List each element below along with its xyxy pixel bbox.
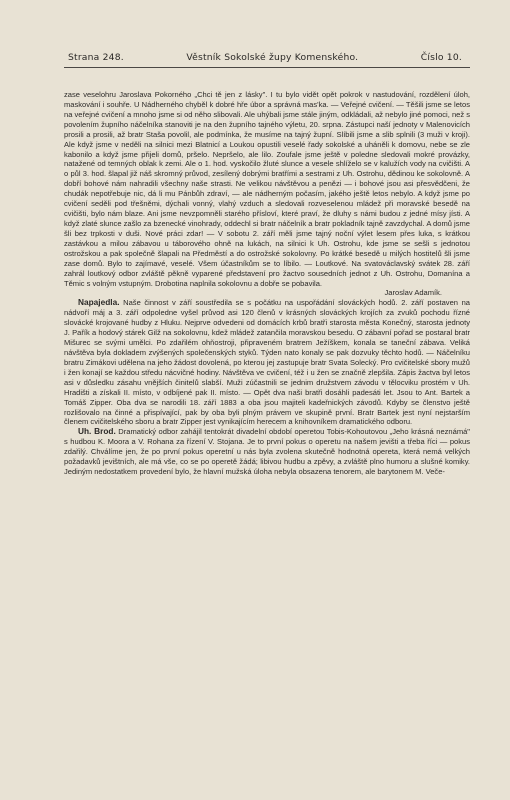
article-text: Naše činnost v září soustředila se s počátku na uspořádání slováckých hodů. 2. září postaven na nádvoří máj a 3. září odpoledne vyšel průvod asi 120 členů v krásných slováckých krojích za zvuků pochodu řízné slovácké krojované hudby z Hluku. Nejprve odvedeni od domácích krbů bratři starosta města Konečný, starosta jednoty J. Pařík a hodový stárek Gilž na sokolovnu, kdež mládež zatančila moravskou besedu. O zábavní pořad se postaral bratr Mišurec se svými umělci. Po zdařilém ohňostroji, připraveném bratrem Ježíškem, konala se taneční zábava. Veliká návštěva byla dokladem zvýšených společenských styků. Týden nato konaly se pak dozvuky těchto hodů. — Náčelníku bratru Zimákovi udělena na jeho žádost dovolená, po kterou jej zastupuje bratr Svata Solecký. Pro cvičitelské sbory mužů i žen konají se každou středu nácvičné hodiny. Návštěva ve cvičení, též i u žen se značně zlepšila. Zápis žactva byl letos asi v důsledku zásahu vnějších činitelů slabší. Muži zúčastnili se jednim družstvem závodu v tělocviku prostém v Uh. Hradišti a získali II. místo, v odbíjené pak II. místo. — Opět dva naši bratři dosáhli padesáti let. Jsou to Ant. Bartek a Tomáš Zipper. Oba dva se narodili 18. září 1883 a oba jsou majiteli kadeřnických závodů. Kdyby se členstvo ještě rozlišovalo na činné a přispívající, pak by oba byli plným právem ve skupině první. Bratr Bartek jest nyní nejstarším členem cvičitelského sboru a bratr Zipper jest vynikajícím herecem a knihovníkem dramatického odboru.	[64, 298, 470, 427]
article-paragraph	[64, 427, 470, 477]
place-heading: Uh. Brod.	[78, 426, 116, 437]
page-header	[64, 52, 470, 68]
issue-number: Číslo 10.	[420, 52, 462, 63]
article-paragraph	[64, 298, 470, 427]
article-body	[64, 90, 470, 477]
article-signature: Jaroslav Adamík.	[384, 288, 442, 298]
place-heading: Napajedla.	[78, 297, 120, 308]
article-text: Dramatický odbor zahájil tentokrát divadelní období operetou Tobis-Kohoutovou „Jeho krásná neznámá" s hudbou K. Moora a V. Rohana za řízení V. Stojana. Je to první pokus o operetu na našem jevišti a třeba říci — pokus zdařilý. Chválíme jen, že po první pokus operetní u nás byla zvolena skutečně hodnotná opereta, která nemá velkých požadavků jevištních, ale má vše, co se po operetě žádá; libivou hudbu a zpěvy, a zvláště plno humoru a slušné komiky. Jediným nedostatkem provedení bylo, že hlavní mužská úloha nebyla obsazena tenorem, ale barytonem M. Veče-	[64, 427, 470, 477]
article-paragraph: zase veselohru Jaroslava Pokorného „Chci tě jen z lásky". I tu bylo vidět opět pokrok v nastudování, rozdělení úloh, maskování i souhře. U Nádherného chyběl k dobré hře úbor a správná mas'ka. — Veřejné cvičení. — Těšili jsme se letos na veřejné cvičení a mnoho jsme si od něho slibovali. Ale uhýbali jsme stále jiným, odkládali, až nebylo jiné pomoci, než s povolením župního náčelníka stanoviti je na den župního tajného výletu, 20. srpna. Zástupci naší jednoty v Malenovicích prosili a prosili, až bratr Staša povolil, ale podmínka, že musíme na tajný župní. Slíbili jsme a slib splnili (3 muži v kroji). Ale když jsme v neděli na silnici mezi Blatnicí a Loukou opustili veselé řady sokolské a uháněli k domovu, nebe se zle kabonilo a když jsme přijeli domů, pršelo. Nepršelo, ale lilo. Zoufale jsme ještě v poledne sledovali mokré provázky, natažené od temných oblak k zemi. Ale o 1. hod. vyskočilo žluté slunce a vesele shlíželo se v kalužích vody na cvičišti. A o půl 3. hod. šlapal již náš skromný průvod, zesílený dobrými bratřími a sestrami z Uh. Ostrohu, dědinou ke sokolovně. A dobří bohové nám nahradili všechny naše strasti. Ne velikou návštěvou a penězi — i bohové jsou asi přesvědčeni, že chudák nepotřebuje nic, dá li mu Pánbůh zdraví, — ale nádherným počasím, jakého ještě letos nebylo. A když jsme po cvičení seděli pod třešněmi, dýchali vonný, vlahý vzduch a sledovali rozveselenou mládež při moravské besedě na cvičišti, bylo nám blaze. Ani jsme nevzpomněli starého přísloví, které praví, že dluhy s námi budou z jedné mísy jísti. A když zlaté slunce zašlo za bzenecké vinohrady, oddechl si bratr náčelník a bratr pokladník tajně zavzdychal. A domů jsme šli bez trpkosti v duši. Nové práci zdar! — V sobotu 2. září měli jsme tajný noční výlet lesem přes luka, s krátkou zastávkou a milou zábavou u táborového ohně na lukách, na silnici k Uh. Ostrohu, kde jsme se sešli s jednotou ostrožskou a pak společně šlapali na Předměstí a do ostrožské sokolovny. Po krátké besedě u milých hostitelů šli jsme zase domů. Bylo to zajímavé, veselé. Všem účastníkům se to líbilo. — Loutkové. Na svatováclavský svátek 28. září zahrál loutkový odbor zvláště pěkně vyparené představení pro žactvo sousedních jednot z Uh. Ostrohu, Domanína a Těmic s volným vstupným. Drobotina naplnila sokolovnu a dobře se pobavila.	[64, 90, 470, 288]
journal-title: Věstník Sokolské župy Komenského.	[186, 52, 359, 63]
page-number: Strana 248.	[68, 52, 124, 63]
